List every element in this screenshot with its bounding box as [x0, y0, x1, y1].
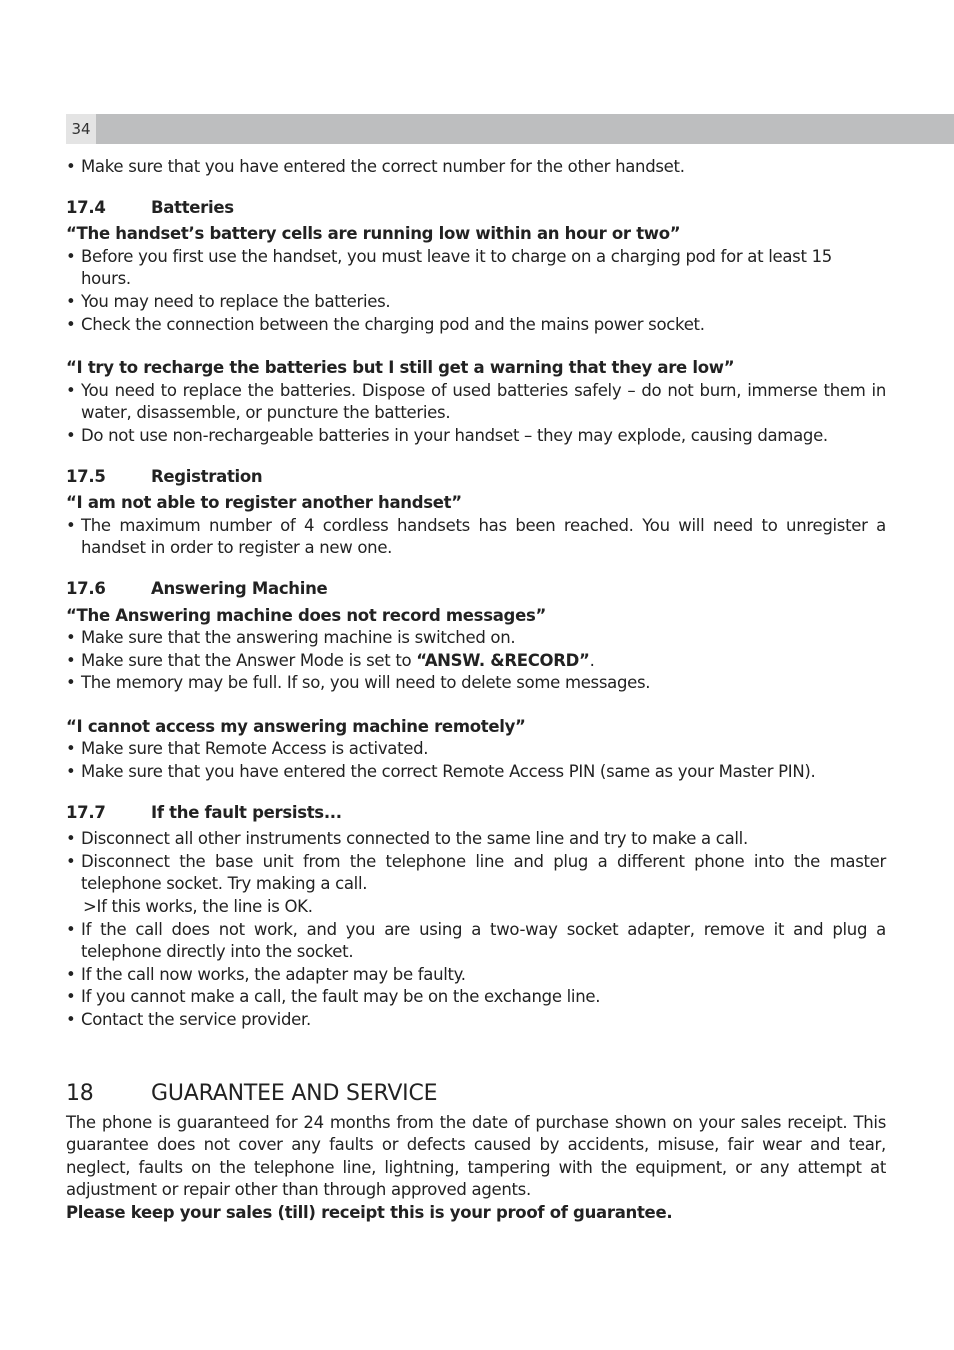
section-title: GUARANTEE AND SERVICE [151, 1080, 438, 1106]
list-item-text: Make sure that the Answer Mode is set to [81, 650, 417, 670]
list-item [66, 650, 886, 673]
section-17-4-heading [66, 197, 886, 220]
section-17-5-heading [66, 466, 886, 489]
intro-bullet: • Make sure that you have entered the correct number for the other handset. [66, 156, 886, 179]
list-item-text: . [589, 650, 595, 670]
page-number: 34 [66, 114, 96, 144]
section-title: Answering Machine [151, 578, 328, 598]
list-item: • Make sure that you have entered the correct Remote Access PIN (same as your Master PIN). [66, 761, 886, 784]
section-17-7-heading [66, 802, 886, 825]
section-number: 17.5 [66, 466, 106, 486]
list-item: • You need to replace the batteries. Dispose of used batteries safely – do not burn, immerse them in water, disassemble, or puncture the batteries. [66, 380, 886, 425]
list-item: • You may need to replace the batteries. [66, 291, 886, 314]
problem-heading: “I try to recharge the batteries but I still get a warning that they are low” [66, 358, 735, 378]
problem-heading: “The handset’s battery cells are running low within an hour or two” [66, 224, 681, 244]
section-number: 17.6 [66, 578, 106, 598]
header-bar [66, 114, 954, 144]
section-title: Registration [151, 466, 263, 486]
page-content [66, 156, 886, 1225]
list-item: • Do not use non-rechargeable batteries in your handset – they may explode, causing damage. [66, 425, 886, 448]
problem-heading: “I cannot access my answering machine remotely” [66, 716, 526, 736]
list-item: • Before you first use the handset, you must leave it to charge on a charging pod for at least 15 hours. [66, 246, 886, 291]
list-item: • Make sure that Remote Access is activated. [66, 738, 886, 761]
section-title: If the fault persists... [151, 802, 342, 822]
section-17-6-heading [66, 578, 886, 601]
problem-heading: “I am not able to register another handset” [66, 493, 462, 513]
list-item: • If the call now works, the adapter may be faulty. [66, 964, 886, 987]
list-item: • Disconnect all other instruments connected to the same line and try to make a call. [66, 828, 886, 851]
guarantee-note: Please keep your sales (till) receipt this is your proof of guarantee. [66, 1202, 673, 1222]
list-item: • The maximum number of 4 cordless handsets has been reached. You will need to unregister a handset in order to register a new one. [66, 515, 886, 560]
list-item: • If you cannot make a call, the fault may be on the exchange line. [66, 986, 886, 1009]
list-item: • The memory may be full. If so, you will need to delete some messages. [66, 672, 886, 695]
problem-heading: “The Answering machine does not record messages” [66, 605, 547, 625]
list-item: • Contact the service provider. [66, 1009, 886, 1032]
guarantee-paragraph: The phone is guaranteed for 24 months from the date of purchase shown on your sales receipt. This guarantee does not cover any faults or defects caused by accidents, misuse, fair wear and tear, neglect, faults on the telephone line, lightning, tampering with the equipment, or any attempt at adjustment or repair other than through approved agents. [66, 1112, 886, 1200]
answer-mode-value: “ANSW. &RECORD” [416, 650, 590, 670]
section-18-heading [66, 1080, 886, 1108]
list-item: • Disconnect the base unit from the telephone line and plug a different phone into the master telephone socket. Try making a call. [66, 851, 886, 896]
section-number: 18 [66, 1080, 94, 1106]
list-item: • If the call does not work, and you are using a two-way socket adapter, remove it and plug a telephone directly into the socket. [66, 919, 886, 964]
list-item-note: >If this works, the line is OK. [83, 897, 313, 917]
section-number: 17.4 [66, 197, 106, 217]
list-item: • Check the connection between the charging pod and the mains power socket. [66, 314, 886, 337]
section-title: Batteries [151, 197, 234, 217]
section-number: 17.7 [66, 802, 106, 822]
list-item: • Make sure that the answering machine is switched on. [66, 627, 886, 650]
